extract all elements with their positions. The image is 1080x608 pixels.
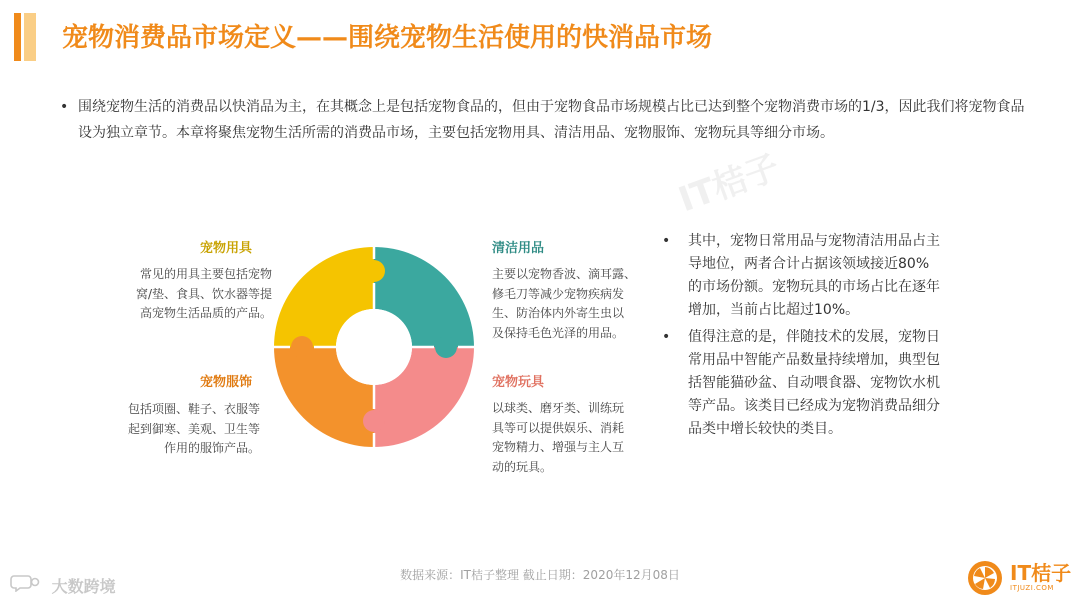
segment-desc-line: 高宠物生活品质的产品。 bbox=[139, 306, 272, 320]
brand-logo-subtext: ITJUZI.COM bbox=[1010, 584, 1054, 592]
puzzle-knob-bottom bbox=[363, 410, 385, 432]
list-item-line: 其中，宠物日常用品与宠物清洁用品占主 bbox=[688, 233, 940, 249]
puzzle-knob-right bbox=[435, 336, 457, 358]
left-watermark-text: 大数跨境 bbox=[51, 577, 116, 596]
list-bullet: • bbox=[662, 329, 671, 345]
segment-desc-line: 起到御寒、美观、卫生等 bbox=[127, 421, 260, 436]
title-accent-bar bbox=[14, 13, 21, 61]
segment-desc-line: 修毛刀等减少宠物疾病发 bbox=[492, 286, 625, 301]
brand-logo bbox=[966, 557, 1076, 601]
intro-text: 围绕宠物生活的消费品以快消品为主，在其概念上是包括宠物食品的，但由于宠物食品市场规模占比已达到整个宠物消费市场的1/3，因此我们将宠物食品设为独立章节。本章将聚焦宠物生活所需的消费品市场，主要包括宠物用具、清洁用品、宠物服饰、宠物玩具等细分市场。 bbox=[78, 99, 1025, 141]
intro-paragraph bbox=[60, 95, 1026, 146]
chat-bubble-icon bbox=[10, 574, 46, 596]
puzzle-donut-diagram bbox=[272, 245, 476, 449]
segment-desc-clothing bbox=[100, 400, 260, 459]
segment-desc-line: 窝/垫、食具、饮水器等提 bbox=[135, 286, 272, 301]
list-item-line: 括智能猫砂盆、自动喂食器、宠物饮水机 bbox=[688, 375, 940, 391]
list-item-line: 常用品中智能产品数量持续增加，典型包 bbox=[688, 352, 940, 368]
segment-desc-line: 具等可以提供娱乐、消耗 bbox=[492, 420, 625, 435]
data-source-note: 数据来源：IT桔子整理 截止日期：2020年12月08日 bbox=[400, 568, 680, 582]
donut-hole bbox=[336, 309, 412, 385]
list-item-line: 品类中增长较快的类目。 bbox=[688, 421, 842, 437]
list-item bbox=[662, 230, 992, 322]
intro-bullet: • bbox=[60, 99, 69, 115]
segment-desc-tools bbox=[112, 265, 272, 324]
list-item-line: 等产品。该类目已经成为宠物消费品细分 bbox=[688, 398, 940, 414]
segment-desc-line: 包括项圈、鞋子、衣服等 bbox=[127, 402, 260, 416]
segment-desc-line: 主要以宠物香波、滴耳露、 bbox=[492, 267, 637, 281]
segment-desc-line: 动的玩具。 bbox=[492, 459, 553, 474]
puzzle-knob-top bbox=[363, 260, 385, 282]
segment-desc-line: 作用的服饰产品。 bbox=[163, 441, 260, 455]
brand-logo-text: IT桔子 bbox=[1010, 561, 1072, 585]
segment-desc-toys bbox=[492, 399, 657, 477]
segment-desc-cleaning bbox=[492, 265, 657, 343]
list-item-line: 值得注意的是，伴随技术的发展，宠物日 bbox=[688, 329, 940, 345]
segment-title-clothing: 宠物服饰 bbox=[200, 375, 253, 390]
center-watermark: IT桔子 bbox=[673, 147, 785, 221]
list-item bbox=[662, 326, 992, 441]
segment-title-toys: 宠物玩具 bbox=[492, 375, 545, 390]
segment-title-cleaning: 清洁用品 bbox=[492, 241, 545, 256]
segment-desc-line: 宠物精力、增强与主人互 bbox=[492, 440, 625, 454]
segment-desc-line: 及保持毛色光泽的用品。 bbox=[492, 325, 625, 340]
segment-title-tools: 宠物用具 bbox=[200, 241, 253, 256]
puzzle-knob-left bbox=[291, 336, 313, 358]
list-item-line: 增加，当前占比超过10%。 bbox=[688, 302, 860, 318]
segment-desc-line: 常见的用具主要包括宠物 bbox=[139, 267, 272, 281]
segment-desc-line: 生、防治体内外寄生虫以 bbox=[492, 306, 625, 320]
right-bullet-list bbox=[662, 230, 992, 445]
left-watermark bbox=[10, 574, 116, 597]
list-item-line: 导地位，两者合计占据该领域接近80% bbox=[688, 256, 930, 272]
segment-desc-line: 以球类、磨牙类、训练玩 bbox=[492, 401, 625, 415]
list-item-line: 的市场份额。宠物玩具的市场占比在逐年 bbox=[688, 279, 940, 295]
list-bullet: • bbox=[662, 233, 671, 249]
orange-slice-icon bbox=[966, 559, 1004, 597]
page-title: 宠物消费品市场定义——围绕宠物生活使用的快消品市场 bbox=[62, 23, 713, 53]
title-accent-bar-secondary bbox=[24, 13, 36, 61]
